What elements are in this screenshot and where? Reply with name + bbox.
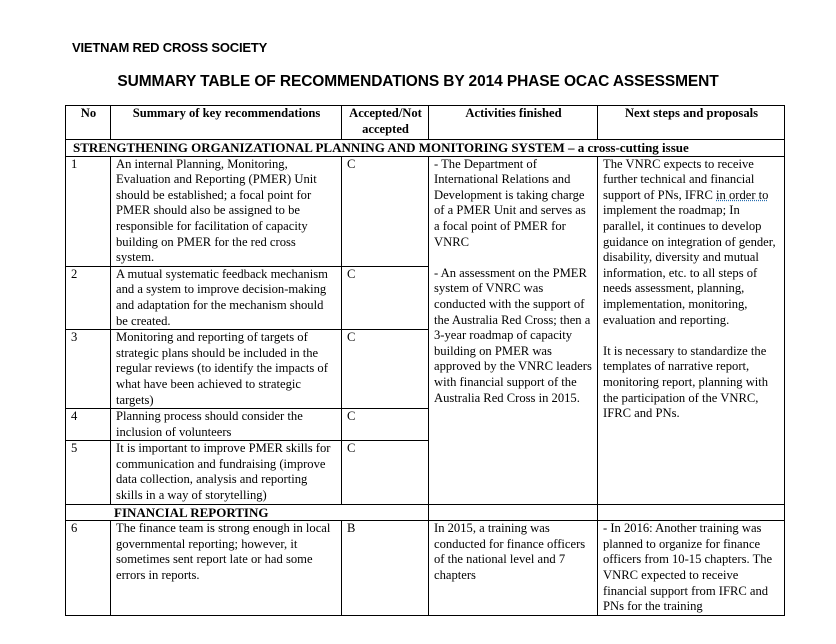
document-title: SUMMARY TABLE OF RECOMMENDATIONS BY 2014 PHASE OCAC ASSESSMENT [117, 73, 719, 90]
empty-cell [429, 504, 598, 521]
col-header-no: No [66, 106, 111, 140]
next-steps-underlined-phrase: in order to [716, 187, 769, 202]
col-header-activities: Activities finished [429, 106, 598, 140]
recommendation-text: An internal Planning, Monitoring, Evaluation and Reporting (PMER) Unit should be established; a focal point for PMER should also be assigned to be responsible for facilitation of capacity building on PMER for the red cross system. [111, 156, 342, 266]
activities-finished-financial: In 2015, a training was conducted for finance officers of the national level and 7 chapters [429, 521, 598, 616]
row-number: 2 [66, 266, 111, 329]
recommendations-table [65, 105, 785, 616]
accepted-status: C [342, 156, 429, 266]
row-number: 3 [66, 330, 111, 409]
col-header-next-steps: Next steps and proposals [598, 106, 785, 140]
organization-name: VIETNAM RED CROSS SOCIETY [72, 40, 268, 55]
row-number: 1 [66, 156, 111, 266]
accepted-status: C [342, 330, 429, 409]
section-title-financial: FINANCIAL REPORTING [66, 504, 429, 521]
recommendation-text: A mutual systematic feedback mechanism and a system to improve decision-making and adaptation for the mechanism should be created. [111, 266, 342, 329]
accepted-status: C [342, 409, 429, 441]
accepted-status: B [342, 521, 429, 616]
col-header-recommendations: Summary of key recommendations [111, 106, 342, 140]
activities-finished-planning: - The Department of International Relations and Development is taking charge of a PMER Unit and serves as a focal point of PMER for VNRC - An assessment on the PMER system of VNRC was conducted with the support of the Australia Red Cross; then a 3-year roadmap of capacity building on PMER was approved by the VNRC leaders with financial support of the Australia Red Cross in 2015. [429, 156, 598, 504]
row-number: 5 [66, 441, 111, 504]
row-number: 4 [66, 409, 111, 441]
section-row-planning [66, 140, 785, 157]
next-steps-text-b: implement the roadmap; In parallel, it continues to develop guidance on integration of gender, disability, diversity and mutual information, etc. to all steps of needs assessment, planning, implementation, monitoring, evaluation and reporting. It is necessary to standardize the templates of narrative report, monitoring report, planning with the participation of the VNRC, IFRC and PNs. [603, 203, 776, 421]
table-row [66, 156, 785, 266]
table-header-row [66, 106, 785, 140]
next-steps-planning [598, 156, 785, 504]
next-steps-financial: - In 2016: Another training was planned to organize for finance officers from 10-15 chapters. The VNRC expected to receive financial support from IFRC and PNs for the training [598, 521, 785, 616]
recommendation-text: Monitoring and reporting of targets of strategic plans should be included in the regular reviews (to identify the impacts of what have been achieved to strategic targets) [111, 330, 342, 409]
row-number: 6 [66, 521, 111, 616]
accepted-status: C [342, 441, 429, 504]
recommendation-text: It is important to improve PMER skills for communication and fundraising (improve data collection, analysis and reporting skills in a way of storytelling) [111, 441, 342, 504]
section-title-planning: STRENGTHENING ORGANIZATIONAL PLANNING AND MONITORING SYSTEM – a cross-cutting issue [66, 140, 785, 157]
section-row-financial [66, 504, 785, 521]
accepted-status: C [342, 266, 429, 329]
empty-cell [598, 504, 785, 521]
col-header-accepted: Accepted/Not accepted [342, 106, 429, 140]
recommendation-text: The finance team is strong enough in local governmental reporting; however, it sometimes sent report late or had some errors in reports. [111, 521, 342, 616]
next-steps-text-a: The VNRC expects to receive further technical and financial support of PNs, IFRC [603, 156, 755, 202]
recommendation-text: Planning process should consider the inclusion of volunteers [111, 409, 342, 441]
table-row [66, 521, 785, 616]
